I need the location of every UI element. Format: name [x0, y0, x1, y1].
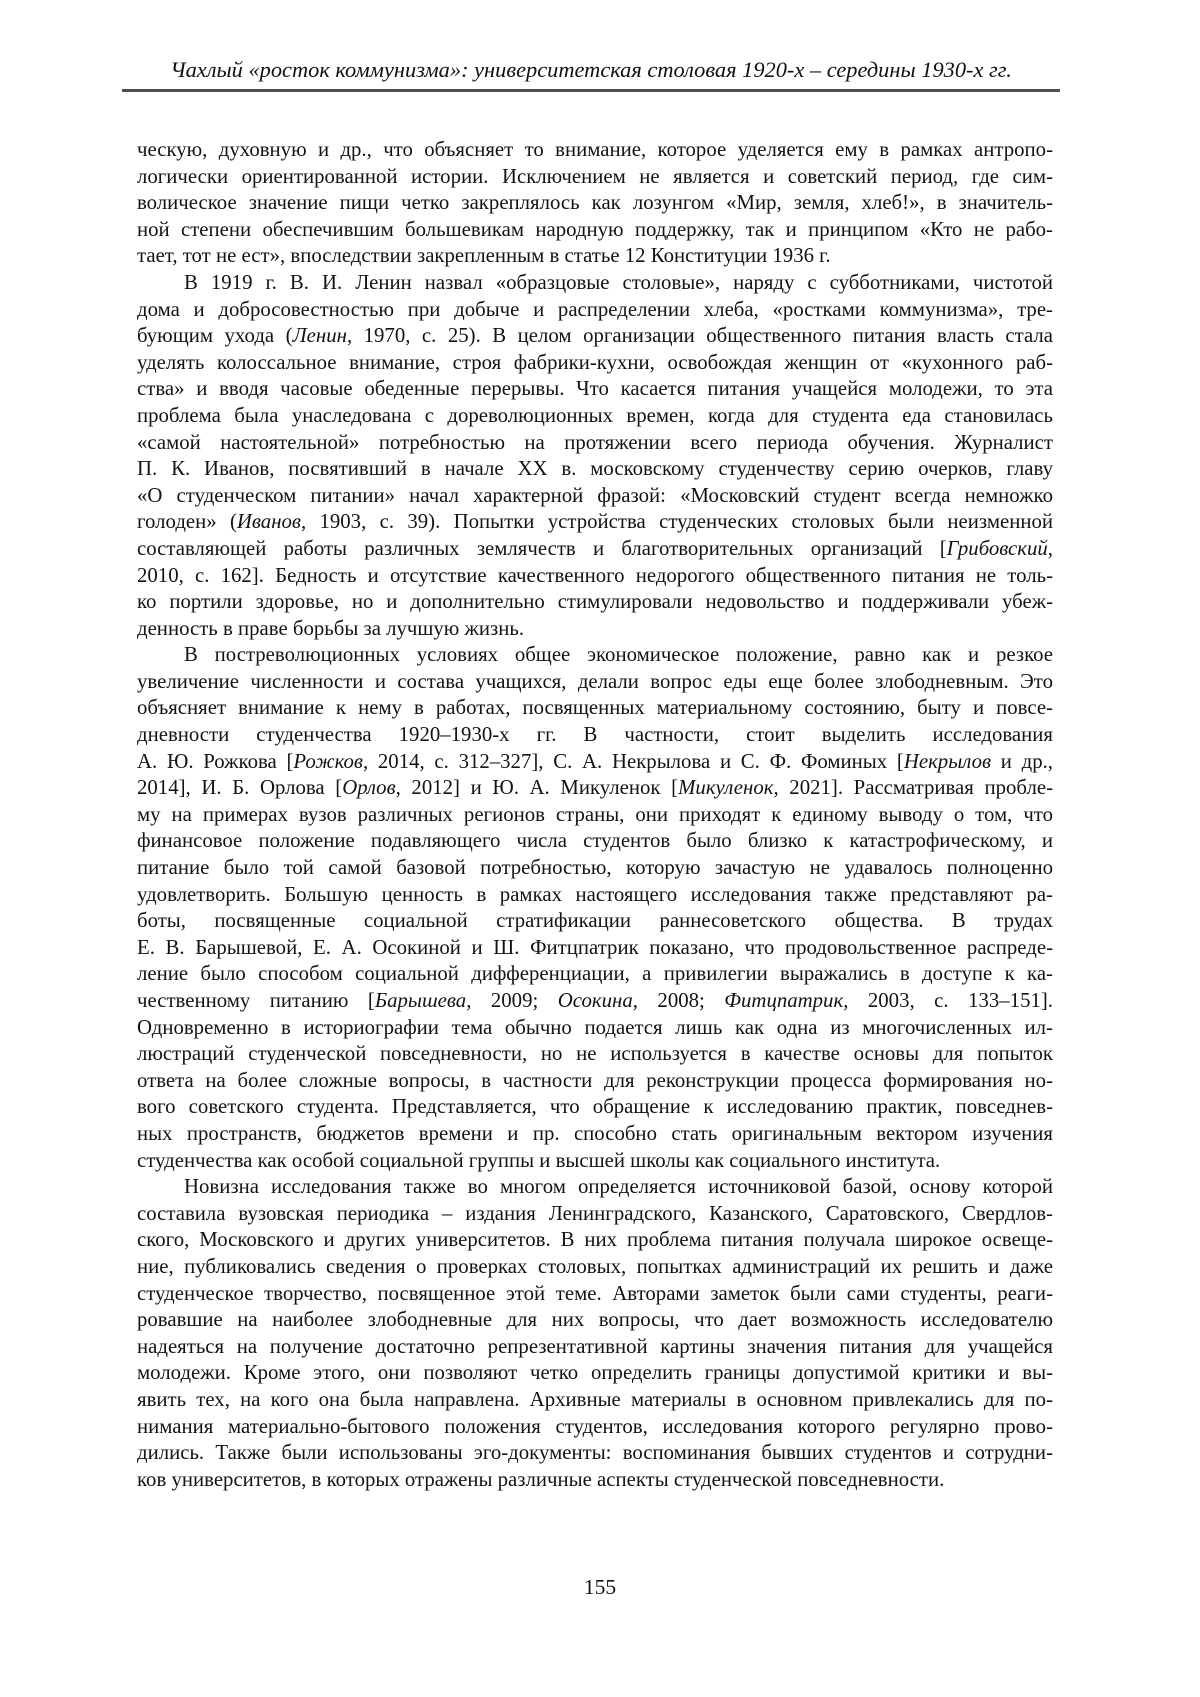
text-line: «самой настоятельной» потребностью на протяжении всего периода обучения. Журналист [137, 430, 1053, 454]
paragraph [137, 642, 1053, 1174]
header-rule [122, 89, 1060, 92]
text-line: увеличение численности и состава учащихся, делали вопрос еды еще более злободневным. Это [137, 669, 1053, 693]
text-line: боты, посвященные социальной стратификации раннесоветского общества. В трудах [137, 909, 1053, 933]
text-line: денность в праве борьбы за лучшую жизнь. [137, 616, 525, 640]
text-line: ответа на более сложные вопросы, в частности для реконструкции процесса формирования но- [137, 1068, 1053, 1092]
text-line: волическое значение пищи четко закреплялось как лозунгом «Мир, земля, хлеб!», в значитель- [137, 191, 1053, 215]
text-line: 2010, с. 162]. Бедность и отсутствие качественного недорогого общественного питания не толь- [137, 563, 1053, 587]
text-line: проблема была унаследована с дореволюционных времен, когда для студента еда становилась [137, 403, 1053, 427]
text-line: вого советского студента. Представляется, что обращение к исследованию практик, повседнев- [137, 1095, 1053, 1119]
text-line: уделять колоссальное внимание, строя фабрики-кухни, освобождая женщин от «кухонного раб- [137, 350, 1053, 374]
text-line: дома и добросовестностью при добыче и распределении хлеба, «ростками коммунизма», тре- [137, 297, 1053, 321]
text-line: ние, публиковались сведения о проверках столовых, попытках администраций их решить и даже [137, 1254, 1053, 1278]
text-line: Новизна исследования также во многом определяется источниковой базой, основу которой [184, 1175, 1053, 1199]
text-line: ства» и вводя часовые обеденные перерывы. Что касается питания учащейся молодежи, то эта [137, 377, 1053, 401]
text-line: финансовое положение подавляющего числа студентов было близко к катастрофическому, и [137, 829, 1053, 853]
text-line: дневности студенчества 1920–1930-х гг. В частности, стоит выделить исследования [137, 723, 1053, 747]
text-line: бующим ухода (Ленин, 1970, с. 25). В целом организации общественного питания власть стала [137, 324, 1053, 348]
text-line: объясняет внимание к нему в работах, посвященных материальному состоянию, быту и повсе- [137, 696, 1053, 720]
text-line: питание было той самой базовой потребностью, которую зачастую не удавалось полноценно [137, 856, 1053, 880]
text-line: ческую, духовную и др., что объясняет то внимание, которое уделяется ему в рамках антропо- [137, 138, 1053, 161]
page-content [122, 0, 1060, 1493]
text-line: удовлетворить. Большую ценность в рамках настоящего исследования также представляют ра- [137, 882, 1053, 906]
text-line: студенчества как особой социальной группы и высшей школы как социального института. [137, 1148, 941, 1172]
text-line: Одновременно в историографии тема обычно подается лишь как одна из многочисленных ил- [137, 1015, 1053, 1039]
text-line: А. Ю. Рожкова [Рожков, 2014, с. 312–327], С. А. Некрылова и С. Ф. Фоминых [Некрылов и др., [137, 749, 1054, 773]
text-line: ных пространств, бюджетов времени и пр. способно стать оригинальным вектором изучения [137, 1121, 1053, 1145]
text-line: нимания материально-бытового положения студентов, исследования которого регулярно прово- [137, 1414, 1053, 1438]
text-line: дились. Также были использованы эго-документы: воспоминания бывших студентов и сотрудни- [137, 1441, 1053, 1465]
article-body [122, 137, 1060, 1493]
text-line: ление было способом социальной дифференциации, а привилегии выражались в доступе к ка- [137, 962, 1053, 986]
text-line: составила вузовская периодика – издания Ленинградского, Казанского, Саратовского, Свердлов- [137, 1201, 1053, 1225]
paragraph [137, 137, 1053, 270]
paragraph [137, 270, 1053, 642]
text-line: В постреволюционных условиях общее экономическое положение, равно как и резкое [184, 643, 1053, 667]
text-line: «О студенческом питании» начал характерной фразой: «Московский студент всегда немножко [137, 483, 1053, 507]
text-line: логически ориентированной истории. Исключением не является и советский период, где сим- [137, 164, 1053, 188]
text-line: ко портили здоровье, но и дополнительно стимулировали недовольство и поддерживали убеж- [137, 590, 1053, 614]
text-line: му на примерах вузов различных регионов страны, они приходят к единому выводу о том, что [137, 802, 1053, 826]
text-line: Е. В. Барышевой, Е. А. Осокиной и Ш. Фитцпатрик показано, что продовольственное распреде- [137, 935, 1053, 959]
text-line: ровавшие на наиболее злободневные для них вопросы, что дает возможность исследователю [137, 1308, 1053, 1332]
text-line: ной степени обеспечившим большевикам народную поддержку, так и принципом «Кто не рабо- [137, 217, 1053, 241]
text-line: чественному питанию [Барышева, 2009; Осокина, 2008; Фитцпатрик, 2003, с. 133–151]. [137, 989, 1053, 1012]
text-line: составляющей работы различных землячеств и благотворительных организаций [Грибовский, [137, 536, 1053, 560]
text-line: надеяться на получение достаточно репрезентативной картины значения питания для учащейся [137, 1334, 1053, 1358]
text-line: голоден» (Иванов, 1903, с. 39). Попытки устройства студенческих столовых были неизменной [137, 510, 1053, 534]
text-line: ского, Московского и других университетов. В них проблема питания получала широкое освеще- [137, 1228, 1053, 1252]
text-line: 2014], И. Б. Орлова [Орлов, 2012] и Ю. А. Микуленок [Микуленок, 2021]. Рассматривая пробле- [137, 776, 1053, 800]
text-line: ков университетов, в которых отражены различные аспекты студенческой повседневности. [137, 1467, 945, 1491]
text-line: люстраций студенческой повседневности, но не используется в качестве основы для попыток [137, 1042, 1053, 1066]
text-line: П. К. Иванов, посвятивший в начале XX в. московскому студенчеству серию очерков, главу [137, 457, 1053, 481]
text-line: тает, тот не ест», впоследствии закрепленным в статье 12 Конституции 1936 г. [137, 244, 831, 268]
text-line: В 1919 г. В. И. Ленин назвал «образцовые столовые», наряду с субботниками, чистотой [184, 270, 1053, 294]
text-line: явить тех, на кого она была направлена. Архивные материалы в основном привлекались для по- [137, 1387, 1053, 1411]
running-head: Чахлый «росток коммунизма»: университетская столовая 1920-х – середины 1930-х гг. [170, 57, 1012, 82]
text-line: молодежи. Кроме этого, они позволяют четко определить границы допустимой критики и вы- [137, 1361, 1053, 1385]
page-number: 155 [583, 1575, 617, 1599]
text-line: студенческое творчество, посвященное этой теме. Авторами заметок были сами студенты, реаги- [137, 1281, 1053, 1305]
paragraph [137, 1174, 1053, 1493]
